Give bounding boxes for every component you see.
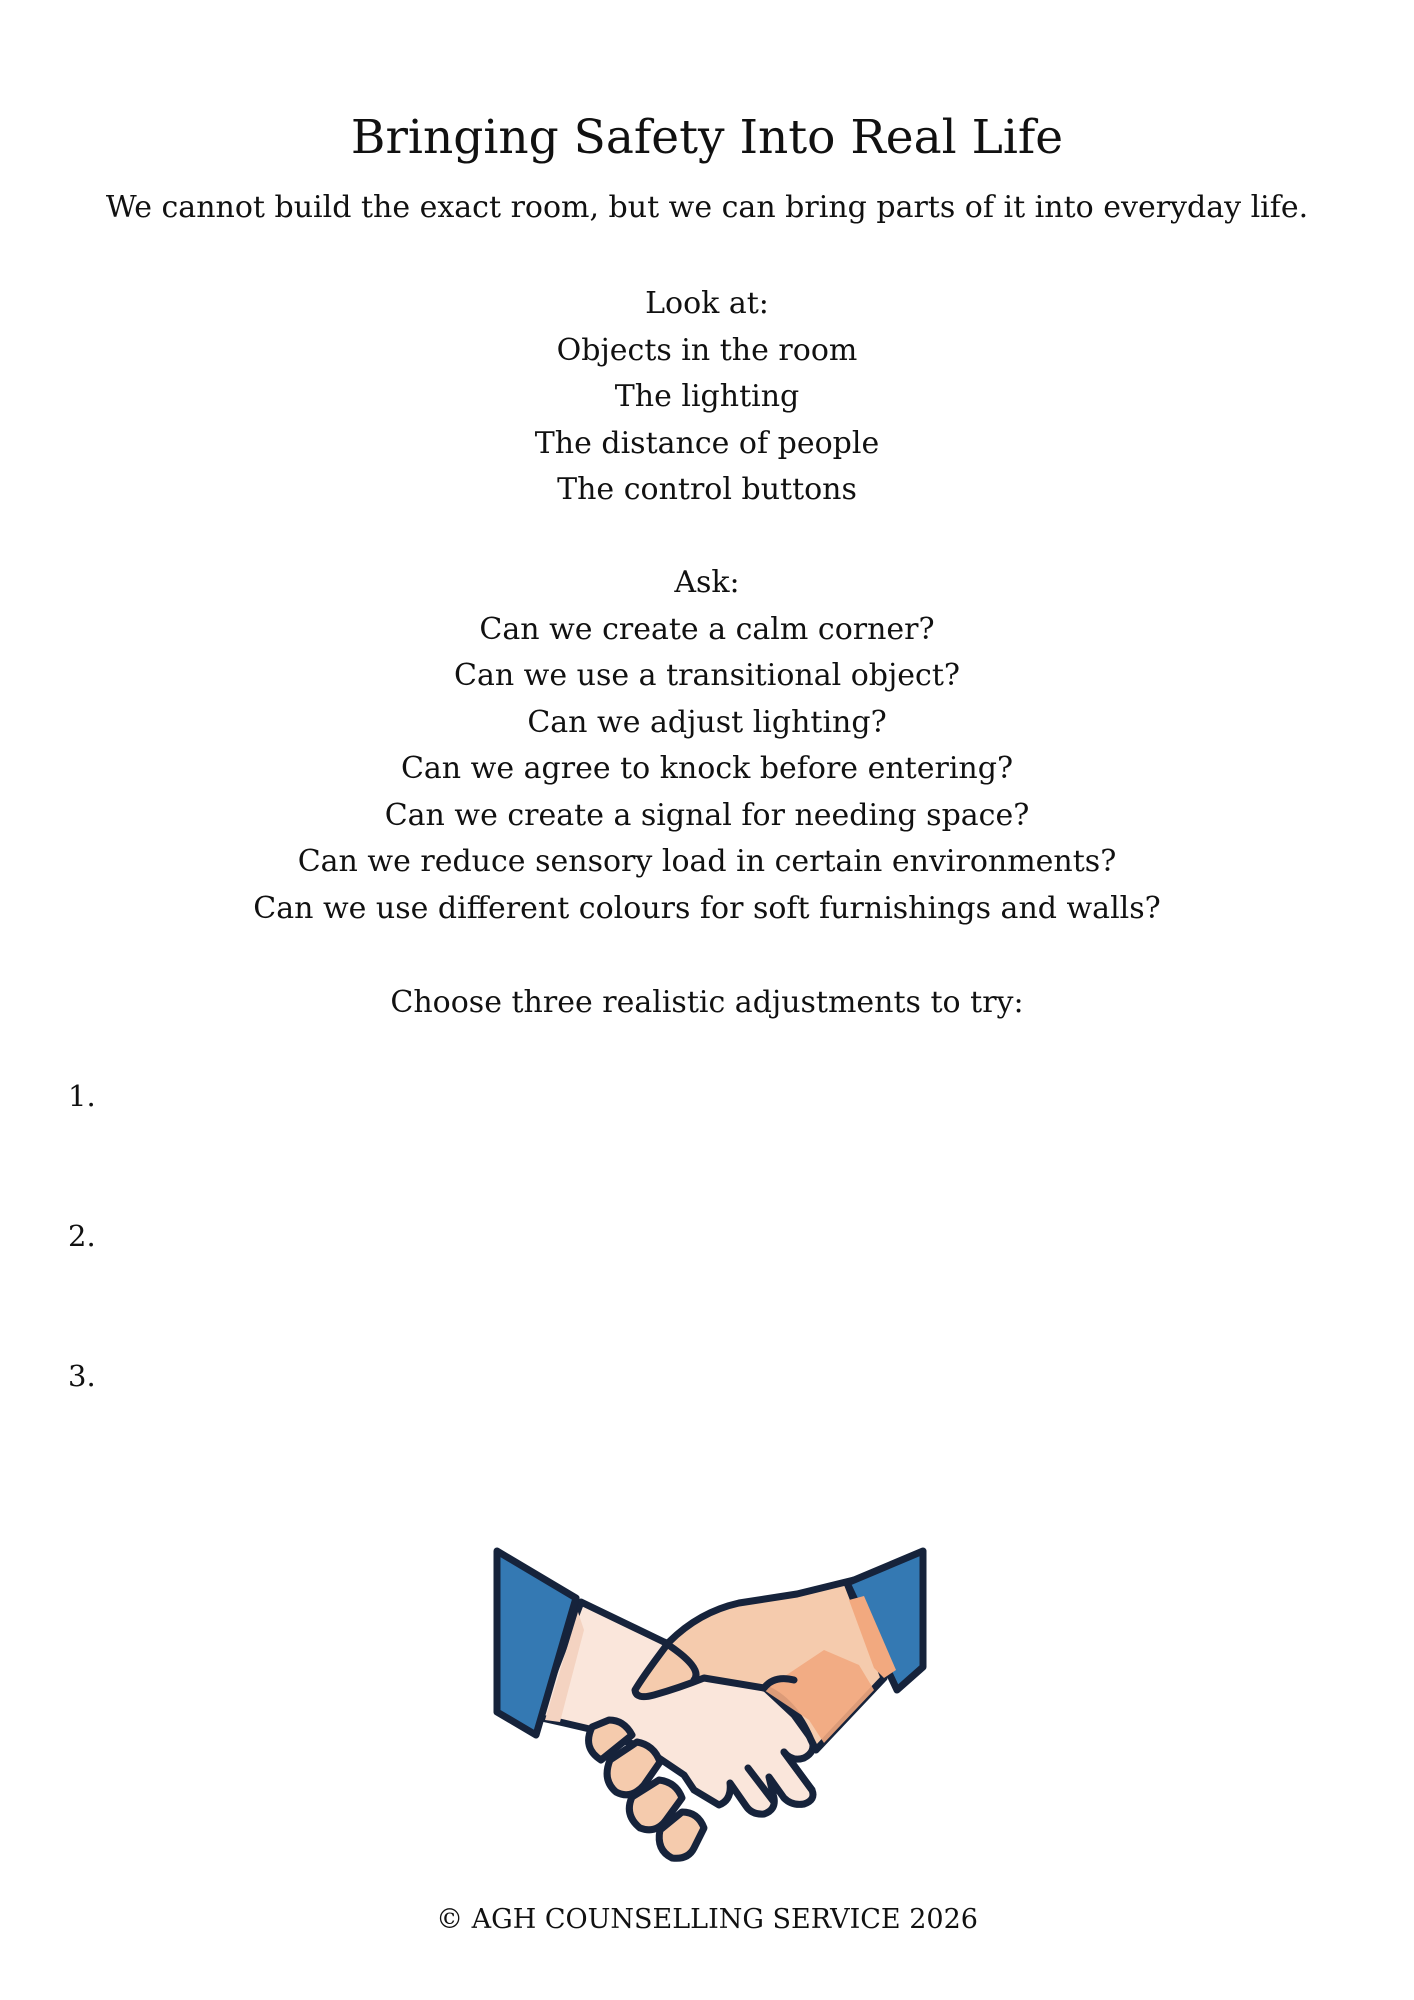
ask-item: Can we create a calm corner? [479, 611, 935, 647]
answer-number-2: 2. [68, 1219, 96, 1253]
look-at-heading: Look at: [645, 286, 769, 321]
look-at-item: Objects in the room [556, 332, 858, 368]
answer-number-3: 3. [68, 1359, 96, 1393]
ask-item: Can we reduce sensory load in certain environments? [297, 844, 1117, 879]
look-at-section [0, 281, 1414, 514]
footer-copyright: © AGH COUNSELLING SERVICE 2026 [436, 1904, 978, 1935]
ask-item: Can we create a signal for needing space? [384, 797, 1030, 833]
ask-section [0, 560, 1414, 932]
ask-item: Can we use different colours for soft furnishings and walls? [253, 890, 1161, 926]
page-title: Bringing Safety Into Real Life [350, 110, 1064, 165]
ask-item: Can we adjust lighting? [527, 704, 887, 740]
ask-item: Can we use a transitional object? [453, 658, 960, 693]
choose-prompt: Choose three realistic adjustments to try: [390, 985, 1024, 1020]
ask-heading: Ask: [674, 565, 740, 600]
look-at-item: The control buttons [557, 472, 857, 507]
answer-number-1: 1. [68, 1079, 96, 1113]
look-at-item: The distance of people [534, 425, 880, 461]
handshake-icon [484, 1540, 934, 1870]
look-at-item: The lighting [614, 379, 800, 414]
intro-text: We cannot build the exact room, but we can bring parts of it into everyday life. [105, 190, 1309, 225]
ask-item: Can we agree to knock before entering? [400, 751, 1014, 786]
